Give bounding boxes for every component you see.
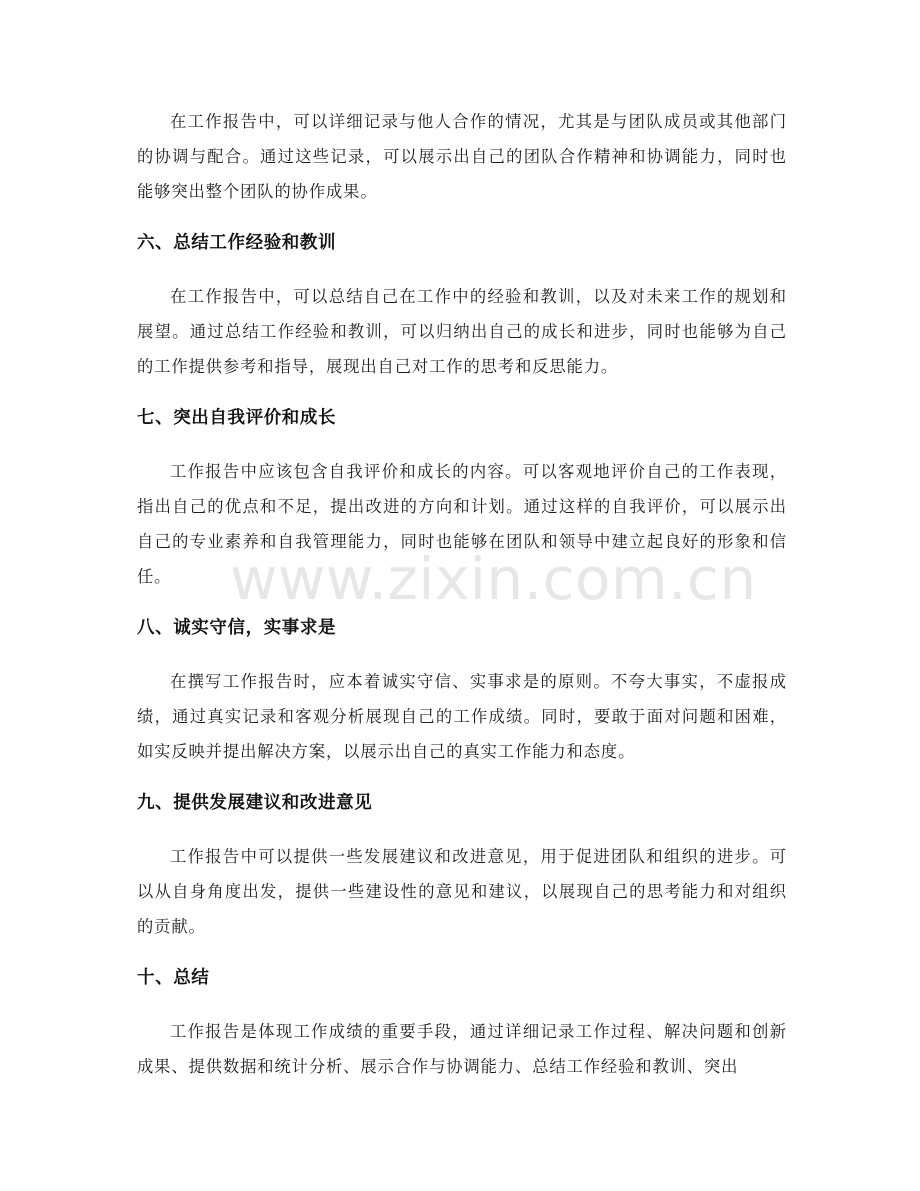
paragraph-collaboration: 在工作报告中，可以详细记录与他人合作的情况，尤其是与团队成员或其他部门的协调与配合。通过这些记录，可以展示出自己的团队合作精神和协调能力，同时也能够突出整个团队的协作成果。 [137,112,787,201]
section-heading-7: 七、突出自我评价和成长 [137,408,337,428]
paragraph-honesty: 在撰写工作报告时，应本着诚实守信、实事求是的原则。不夸大事实，不虚报成绩，通过真实记录和客观分析展现自己的工作成绩。同时，要敢于面对问题和困难，如实反映并提出解决方案，以展示出自己的真实工作能力和态度。 [137,672,787,761]
document-body [137,104,787,1084]
section-heading-9: 九、提供发展建议和改进意见 [137,793,373,813]
section-heading-10: 十、总结 [137,968,210,988]
paragraph-experience: 在工作报告中，可以总结自己在工作中的经验和教训，以及对未来工作的规划和展望。通过总结工作经验和教训，可以归纳出自己的成长和进步，同时也能够为自己的工作提供参考和指导，展现出自己对工作的思考和反思能力。 [137,287,787,376]
paragraph-conclusion: 工作报告是体现工作成绩的重要手段，通过详细记录工作过程、解决问题和创新成果、提供数据和统计分析、展示合作与协调能力、总结工作经验和教训、突出 [137,1022,787,1076]
paragraph-suggestions: 工作报告中可以提供一些发展建议和改进意见，用于促进团队和组织的进步。可以从自身角度出发，提供一些建设性的意见和建议，以展现自己的思考能力和对组织的贡献。 [137,847,787,936]
section-heading-6: 六、总结工作经验和教训 [137,233,337,253]
section-heading-8: 八、诚实守信，实事求是 [137,618,337,638]
paragraph-self-evaluation: 工作报告中应该包含自我评价和成长的内容。可以客观地评价自己的工作表现，指出自己的优点和不足，提出改进的方向和计划。通过这样的自我评价，可以展示出自己的专业素养和自我管理能力，同时也能够在团队和领导中建立起良好的形象和信任。 [137,462,787,586]
watermark-text: www.zixin.com.cn [230,545,757,613]
